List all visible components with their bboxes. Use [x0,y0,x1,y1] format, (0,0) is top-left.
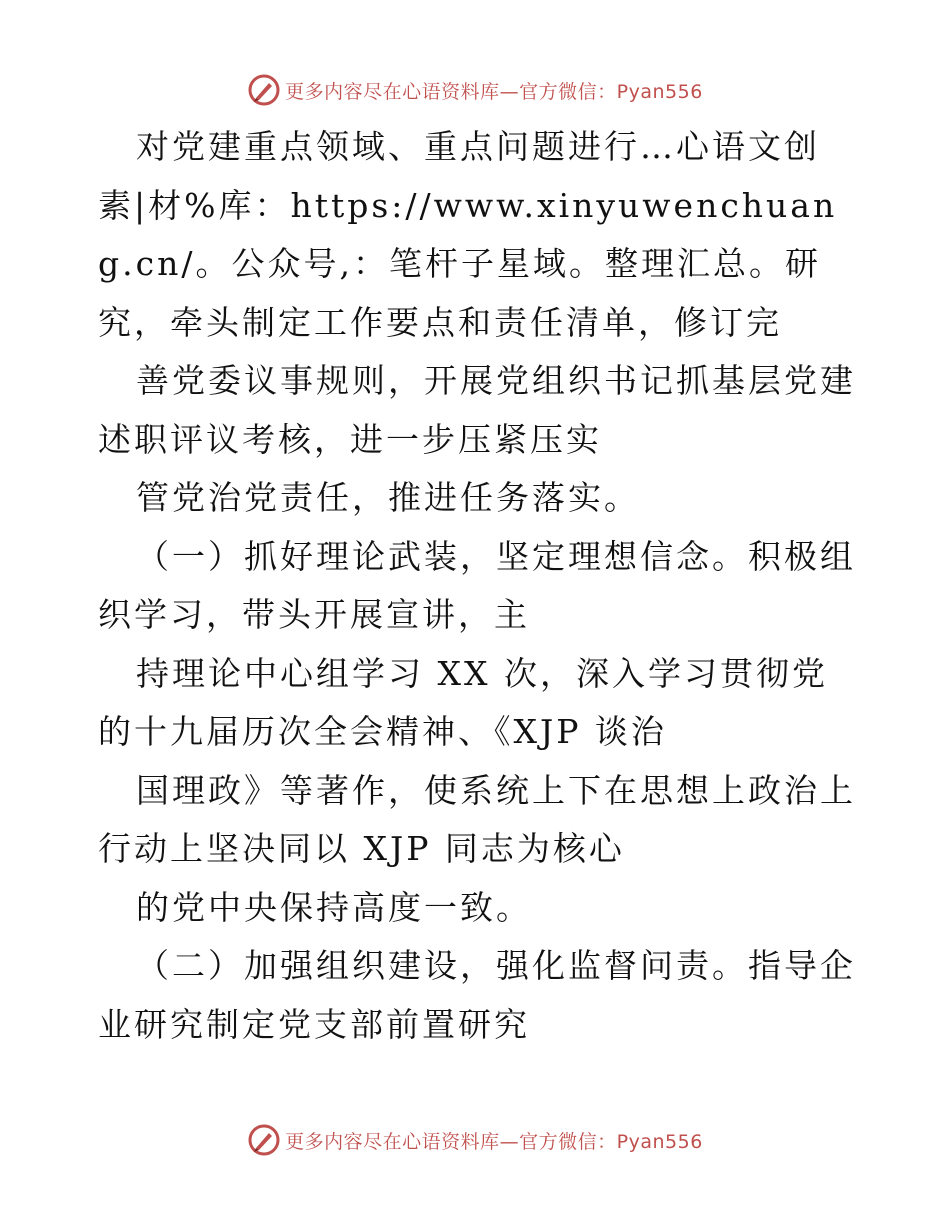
pen-seal-icon [247,1123,281,1157]
paragraph-6: 国理政》等著作，使系统上下在思想上政治上行动上坚决同以 XJP 同志为核心 [98,770,856,868]
paragraph-1: 对党建重点领域、重点问题进行…心语文创素|材%库：https://www.xinyuwenchuang.cn/。公众号,：笔杆子星域。整理汇总。研究，牵头制定工作要点和责任清单，修订完 [98,127,838,342]
paragraph-4: （一）抓好理论武装，坚定理想信念。积极组织学习，带头开展宣讲，主 [98,536,856,634]
paragraph-3: 管党治党责任，推进任务落实。 [136,478,640,517]
paragraph-8: （二）加强组织建设，强化监督问责。指导企业研究制定党支部前置研究 [98,946,856,1044]
footer-banner [0,1120,950,1160]
paragraph-7: 的党中央保持高度一致。 [136,887,532,927]
footer-text: 更多内容尽在心语资料库—官方微信：Pyan556 [285,1130,703,1153]
header-banner [0,70,950,110]
paragraph-2: 善党委议事规则，开展党组织书记抓基层党建述职评议考核，进一步压紧压实 [98,361,856,459]
pen-seal-icon [247,73,281,107]
document-body [98,118,858,1054]
paragraph-5: 持理论中心组学习 XX 次，深入学习贯彻党的十九届历次全会精神、《XJP 谈治 [98,653,828,751]
header-text: 更多内容尽在心语资料库—官方微信：Pyan556 [285,80,703,103]
